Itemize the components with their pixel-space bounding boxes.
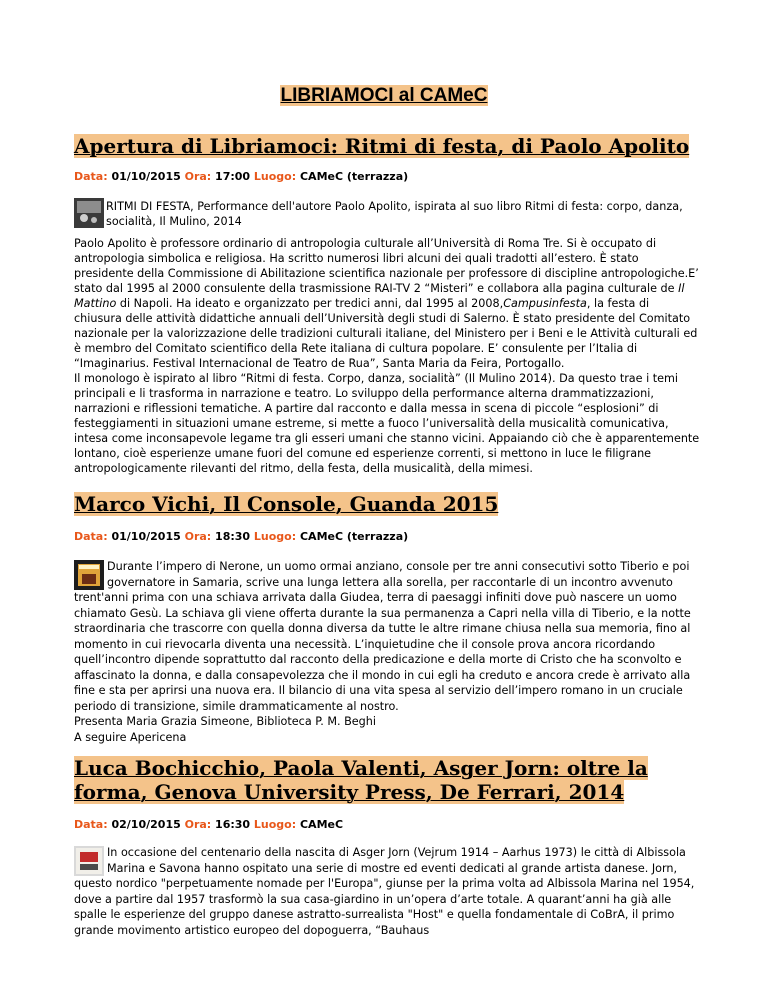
event-2-after: A seguire Apericena	[74, 730, 187, 744]
event-2-text: Durante l’impero di Nerone, un uomo ormai anziano, console per tre anni consecutivi sotto Tiberio e poi governatore in Samaria, scrive una lunga lettera alla sorella, per raccontarle di un incontro avvenuto trent'anni prima con una schiava arrivata dalla Giudea, terra di paesaggi infiniti dove può nascere un uomo chiamato Gesù. La schiava gli viene offerta durante la sua permanenza a Capri nella villa di Tiberio, e la notte straordinaria che trascorre con quella donna diversa da tutte le altre rimane chiusa nella sua memoria, fino al momento in cui rievocarla diventa una necessità. L’inquietudine che il console prova ancora ricordando quell’incontro dipende soprattutto dal racconto della predicazione e della morte di Cristo che ha sconvolto e affascinato la donna, e dalla consapevolezza che il mondo in cui egli ha creduto e ancora crede è arrivato alla fine e sta per aprirsi una nuova era. Il bilancio di una vita spesa al servizio dell’impero romano in un cruciale periodo di transizione, simile drammaticamente al nostro.	[74, 560, 691, 713]
event-1-bio: Paolo Apolito è professore ordinario di antropologia culturale all’Università di Roma Tre. Si è occupato di antropologia simbolica e religiosa. Ha scritto numerosi libri alcuni dei quali tradotti all’estero. È stato presidente della Commissione di Abilitazione scientifica nazionale per professore di discipline antropologiche.E’ stato dal 1995 al 2000 consulente della trasmissione RAI-TV 2 “Misteri” e collabora alla pagina culturale de Il Mattino di Napoli. Ha ideato e organizzato per tredici anni, dal 1995 al 2008,Campusinfesta, la festa di chiusura delle attività didattiche annuali dell’Università degli studi di Salerno. È stato presidente del Comitato nazionale per la valorizzazione delle tradizioni culturali italiane, del Ministero per i Beni e le Attività culturali ed è membro del Comitato scientifico della Rete italiana di cultura popolare. E’ consulente per l’Italia di “Imaginarius. Festival Internacional de Teatro de Rua”, Santa Maria da Feira, Portogallo.	[74, 237, 699, 370]
event-2-title: Marco Vichi, Il Console, Guanda 2015	[74, 492, 499, 516]
event-2-meta: Data: 01/10/2015 Ora: 18:30 Luogo: CAMeC (terrazza)	[74, 530, 409, 543]
event-1-meta: Data: 01/10/2015 Ora: 17:00 Luogo: CAMeC (terrazza)	[74, 170, 409, 183]
event-2-cover-image	[74, 560, 104, 590]
event-3-text: In occasione del centenario della nascita di Asger Jorn (Vejrum 1914 – Aarhus 1973) le città di Albissola Marina e Savona hanno ospitato una serie di mostre ed eventi dedicati al grande artista danese. Jorn, questo nordico "perpetuamente nomade per l'Europa", giunse per la prima volta ad Albissola Marina nel 1954, dove a partire dal 1957 trasformò la sua casa-giardino in un’opera d’arte totale. A quarant’anni ha già alle spalle le esperienze del gruppo danese astratto-surrealista "Host" e quella fondamentale di CoBrA, il primo grande movimento artistico europeo del dopoguerra, “Bauhaus	[74, 846, 695, 937]
event-2-presenter: Presenta Maria Grazia Simeone, Biblioteca P. M. Beghi	[74, 715, 376, 728]
event-1-cover-image	[74, 198, 104, 228]
event-1-description: Il monologo è ispirato al libro “Ritmi di festa. Corpo, danza, socialità” (Il Mulino 2014). Da questo trae i temi principali e li trasforma in narrazione e teatro. Lo sviluppo della performance alterna drammatizzazioni, narrazioni e riflessioni tematiche. A partire dal racconto e dalla messa in scena di piccole “esplosioni” di festeggiamenti in situazioni umane estreme, si mette a fuoco l’universalità della musicalità comunicativa, intesa come inconsapevole legame tra gli esseri umani che stanno vicini. Appaiando ciò che è apparentemente lontano, cioè esperienze umane fuori del comune ed esperienze correnti, si mettono in luce le filigrane antropologicamente rilevanti del ritmo, della festa, della musicalità, della mimesi.	[74, 372, 700, 475]
event-1-title: Apertura di Libriamoci: Ritmi di festa, di Paolo Apolito	[74, 134, 690, 158]
event-2-body	[74, 559, 700, 745]
page-title: LIBRIAMOCI al CAMeC	[280, 85, 488, 106]
event-3-body	[74, 845, 700, 938]
event-1-intro: RITMI DI FESTA, Performance dell'autore Paolo Apolito, ispirata al suo libro Ritmi di festa: corpo, danza, socialità, Il Mulino, 2014	[106, 200, 683, 228]
event-3-meta: Data: 02/10/2015 Ora: 16:30 Luogo: CAMeC	[74, 818, 344, 831]
event-3-title: Luca Bochicchio, Paola Valenti, Asger Jorn: oltre la forma, Genova University Press, De Ferrari, 2014	[74, 756, 648, 804]
event-3-cover-image	[74, 846, 104, 876]
